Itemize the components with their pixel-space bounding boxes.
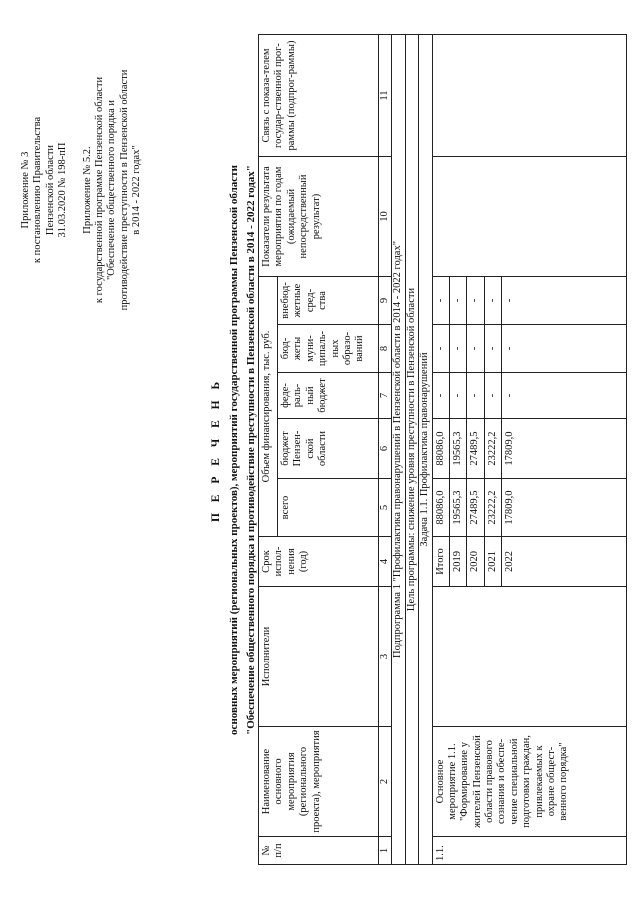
row-offbudget: -	[484, 277, 501, 325]
appendix-block	[20, 30, 70, 350]
col-number: 2	[379, 727, 392, 837]
row-offbudget: -	[467, 277, 484, 325]
subprogram-row: Подпрограмма 1 "Профилактика правонарушений в Пензенской области в 2014 - 2022 годах"	[392, 35, 405, 865]
item-indicators	[432, 157, 627, 277]
row-total: 88086,0	[432, 479, 449, 537]
header-executors: Исполнители	[259, 587, 379, 727]
row-regional: 27489,5	[467, 419, 484, 479]
header-name: Наименование основного мероприятия (регионального проекта), мероприятия	[259, 727, 379, 837]
row-offbudget: -	[449, 277, 466, 325]
row-federal: -	[467, 373, 484, 419]
appendix-line: Пензенской области	[44, 144, 56, 236]
item-name: Основное мероприятие 1.1. "Формирование у жителей Пензенской области правового сознания и обеспе-чение специальной подготовки граждан, привлекаемых к охране общест-венного порядка"	[432, 727, 627, 837]
row-total: 27489,5	[467, 479, 484, 537]
row-regional: 23222,2	[484, 419, 501, 479]
appendix2-line: к государственной программе Пензенской области	[93, 76, 105, 304]
title-word: П Е Р Е Ч Е Н Ь	[210, 377, 222, 523]
appendix2-line: в 2014 - 2022 годах"	[131, 145, 142, 235]
col-number: 11	[379, 35, 392, 157]
row-year: 2021	[484, 537, 501, 587]
row-regional: 88086,0	[432, 419, 449, 479]
col-number: 8	[379, 325, 392, 373]
row-regional: 19565,3	[449, 419, 466, 479]
appendix-header	[20, 30, 143, 350]
header-num: № п/п	[259, 837, 379, 865]
appendix2-block	[82, 30, 144, 350]
header-federal: феде-раль-ный бюджет	[278, 373, 379, 419]
row-federal: -	[502, 373, 627, 419]
col-number: 9	[379, 277, 392, 325]
col-number: 6	[379, 419, 392, 479]
col-number: 1	[379, 837, 392, 865]
col-number: 7	[379, 373, 392, 419]
row-total: 17809,0	[502, 479, 627, 537]
document-title	[210, 35, 258, 865]
header-indicators: Показатели результата мероприятия по годам (ожидаемый непосредственный результат)	[259, 157, 379, 277]
col-number: 3	[379, 587, 392, 727]
table-row	[432, 35, 449, 865]
row-federal: -	[484, 373, 501, 419]
row-year: Итого	[432, 537, 449, 587]
header-regional: бюджет Пензен-ской области	[278, 419, 379, 479]
header-financing: Объем финансирования, тыс. руб.	[259, 277, 278, 537]
appendix2-line: "Обеспечение общественного порядка и	[106, 99, 118, 281]
row-year: 2022	[502, 537, 627, 587]
row-municipal: -	[467, 325, 484, 373]
appendix-line: к постановлению Правительства	[32, 116, 44, 264]
item-num: 1.1.	[432, 837, 627, 865]
row-municipal: -	[432, 325, 449, 373]
col-number: 4	[379, 537, 392, 587]
title-line1: основных мероприятий (региональных проектов), мероприятий государственной программы Пензенской области	[227, 165, 240, 735]
appendix2-line: Приложение № 5.2.	[81, 146, 93, 234]
item-executors	[432, 587, 627, 727]
item-link	[432, 35, 627, 157]
row-regional: 17809,0	[502, 419, 627, 479]
col-number: 10	[379, 157, 392, 277]
appendix-line: Приложение № 3	[20, 151, 31, 229]
appendix2-line: противодействие преступности в Пензенской области	[118, 69, 130, 311]
appendix-line: 31.03.2020 № 198-пП	[57, 142, 69, 238]
row-year: 2020	[467, 537, 484, 587]
row-federal: -	[449, 373, 466, 419]
header-municipal: бюд-жеты муни-ципаль-ных образо-ваний	[278, 325, 379, 373]
goal-row: Цель программы: снижение уровня преступности в Пензенской области	[405, 35, 418, 865]
header-total: всего	[278, 479, 379, 537]
row-total: 23222,2	[484, 479, 501, 537]
row-municipal: -	[449, 325, 466, 373]
header-link: Связь с показа-телем государ-ственной прог-раммы (подпрог-раммы)	[259, 35, 379, 157]
row-federal: -	[432, 373, 449, 419]
header-offbudget: внебюд-жетные сред-ства	[278, 277, 379, 325]
row-year: 2019	[449, 537, 466, 587]
row-municipal: -	[484, 325, 501, 373]
task-row: Задача 1.1. Профилактика правонарушений	[419, 35, 432, 865]
col-number: 5	[379, 479, 392, 537]
header-term: Срок испол-нения (год)	[259, 537, 379, 587]
activities-table	[258, 34, 627, 865]
row-offbudget: -	[432, 277, 449, 325]
title-line2: "Обеспечение общественного порядка и противодействие преступности в Пензенской области в 2014 - 2022 годах"	[244, 165, 257, 735]
row-total: 19565,3	[449, 479, 466, 537]
row-offbudget: -	[502, 277, 627, 325]
row-municipal: -	[502, 325, 627, 373]
